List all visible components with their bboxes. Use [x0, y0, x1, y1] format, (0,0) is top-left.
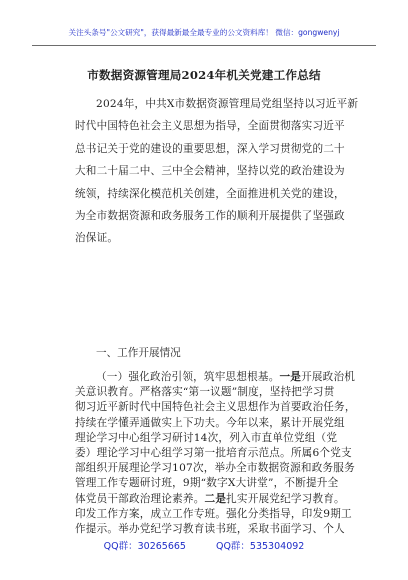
subsection-text: 开展政治机	[301, 371, 356, 383]
subsection-line	[75, 370, 371, 385]
subsection-line: 委）理论学习中心组学习第一批培育示范点。所属6个党支	[75, 446, 352, 459]
point-marker: 二是	[204, 492, 227, 505]
intro-line: 治保证。	[75, 232, 119, 245]
intro-paragraph	[75, 93, 371, 250]
footer	[0, 538, 408, 552]
intro-line: 统领，持续深化模范机关创建，全面推进机关党的建设，	[75, 187, 345, 200]
header-banner: 关注头条号"公文研究"，获得最新最全最专业的公文资料库！ 微信：gongwenyj	[68, 28, 340, 37]
section-heading: 一、工作开展情况	[96, 347, 181, 359]
intro-line: 大和二十届二中、三中全会精神，坚持以党的政治建设为	[75, 165, 345, 178]
intro-line: 2024年，中共X市数据资源管理局党组坚持以习近平新	[96, 98, 359, 110]
subsection-line: 关意识教育。严格落实“第一议题”制度，坚持把学习贯	[75, 386, 335, 399]
subsection-line: 部组织开展理论学习107次，举办全市数据资源和政务服务	[75, 462, 355, 475]
intro-line: 为全市数据资源和政务服务工作的顺利开展提供了坚强政	[75, 209, 345, 222]
footer-qq-1: QQ群：30265665	[103, 541, 186, 552]
footer-qq-2: QQ群：535304092	[215, 541, 305, 552]
subsection-text: 体党员干部政治理论素养。	[75, 492, 205, 505]
subsection-line: 管理工作专题研讨班，9期“数字X大讲堂”，不断提升全	[75, 477, 339, 490]
subsection-line: 理论学习中心组学习研讨14次，列入市直单位党组（党	[75, 431, 338, 444]
subsection-line: 持续在学懂弄通做实上下功夫。今年以来，累计开展党组	[75, 416, 345, 429]
subsection-line: 印发工作方案，成立工作专班。强化分类指导，印发9期工	[75, 507, 352, 520]
subsection-heading: （一）强化政治引领，筑牢思想根基。	[96, 371, 280, 383]
subsection-line: 作提示。举办党纪学习教育读书班，采取书面学习、个人	[75, 522, 345, 535]
subsection-text: 扎实开展党纪学习教育。	[226, 492, 345, 505]
subsection-paragraph	[75, 370, 371, 537]
subsection-line	[75, 492, 371, 507]
subsection-line: 彻习近平新时代中国特色社会主义思想作为首要政治任务，	[75, 401, 356, 414]
document-title: 市数据资源管理局2024年机关党建工作总结	[87, 68, 321, 82]
header-divider	[32, 45, 376, 46]
intro-line: 总书记关于党的建设的重要思想，深入学习贯彻党的二十	[75, 142, 345, 155]
point-marker: 一是	[279, 371, 302, 383]
intro-line: 时代中国特色社会主义思想为指导，全面贯彻落实习近平	[75, 120, 345, 133]
